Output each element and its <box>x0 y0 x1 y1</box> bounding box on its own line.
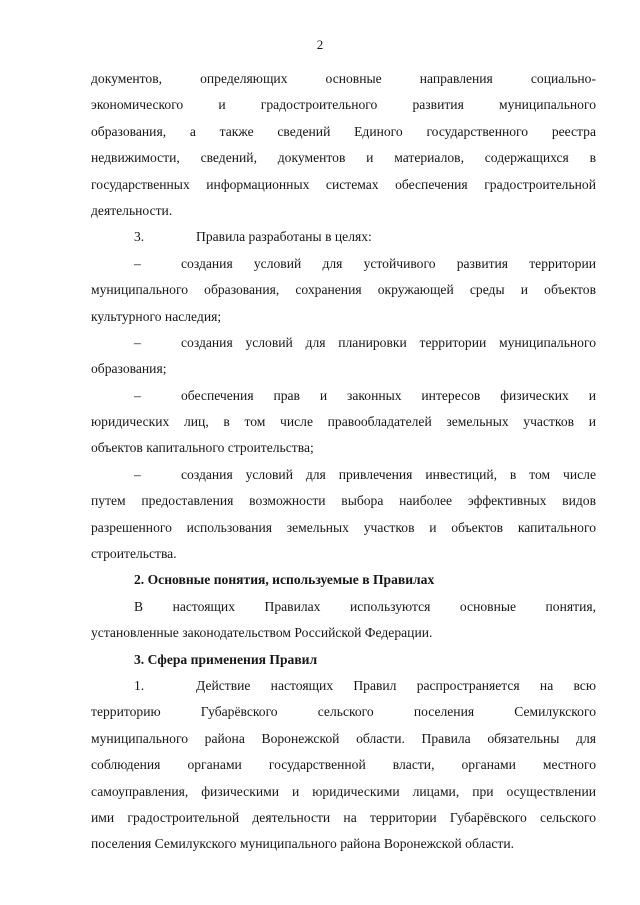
text-line: недвижимости, сведений, документов и материалов, содержащихся в <box>91 150 596 166</box>
text-line: образования, а также сведений Единого государственного реестра <box>91 123 596 139</box>
text-line: ими градостроительной деятельности на территории Губарёвского сельского <box>91 809 596 825</box>
text-line: разрешенного использования земельных участков и объектов капитального <box>91 519 596 535</box>
text-line: культурного наследия; <box>91 308 222 324</box>
section-heading: 2. Основные понятия, используемые в Правилах <box>134 572 435 588</box>
text-line <box>91 673 596 699</box>
text-line <box>91 330 596 356</box>
text-line: деятельности. <box>91 202 173 218</box>
text-line <box>91 383 596 409</box>
text-line: В настоящих Правилах используются основные понятия, <box>134 598 596 614</box>
text-line: путем предоставления возможности выбора наиболее эффективных видов <box>91 493 596 509</box>
text-line: самоуправления, физическими и юридическими лицами, при осуществлении <box>91 783 596 799</box>
dash-marker: – <box>134 387 141 403</box>
bullet-first-line: создания условий для привлечения инвестиций, в том числе <box>181 466 596 482</box>
text-line: установленные законодательством Российской Федерации. <box>91 625 433 641</box>
text-line: государственных информационных системах обеспечения градостроительной <box>91 176 596 192</box>
text-line <box>91 251 596 277</box>
text-line: соблюдения органами государственной власти, органами местного <box>91 757 596 773</box>
intro-paragraph <box>91 66 596 224</box>
bullet-item <box>91 330 596 383</box>
document-body <box>91 66 596 858</box>
text-line: муниципального образования, сохранения окружающей среды и объектов <box>91 282 596 298</box>
section-heading: 3. Сфера применения Правил <box>134 651 318 667</box>
section-3 <box>91 647 596 858</box>
bullet-first-line: обеспечения прав и законных интересов физических и <box>181 387 596 403</box>
page-number: 2 <box>316 37 324 52</box>
bullet-first-line: создания условий для планировки территории муниципального <box>181 334 596 350</box>
item-3-paragraph <box>91 224 596 250</box>
item-number: 1. <box>134 677 145 693</box>
text-line: объектов капитального строительства; <box>91 440 314 456</box>
text-line <box>91 462 596 488</box>
text-line: строительства. <box>91 546 177 562</box>
text-line: территорию Губарёвского сельского поселения Семилукского <box>91 704 596 720</box>
text-line: экономического и градостроительного развития муниципального <box>91 97 596 113</box>
dash-marker: – <box>134 466 141 482</box>
bullet-first-line: создания условий для устойчивого развития территории <box>181 255 596 271</box>
text-line: муниципального района Воронежской области. Правила обязательны для <box>91 730 596 746</box>
bullet-item <box>91 383 596 462</box>
text-line: поселения Семилукского муниципального района Воронежской области. <box>91 836 515 852</box>
text-line <box>91 224 596 250</box>
bullet-item <box>91 462 596 568</box>
text-line: документов, определяющих основные направления социально- <box>91 71 596 86</box>
text-line: образования; <box>91 361 167 377</box>
item-text: Действие настоящих Правил распространяется на всю <box>196 677 596 693</box>
item-text: Правила разработаны в целях: <box>196 229 372 245</box>
dash-marker: – <box>134 334 141 350</box>
bullet-item <box>91 251 596 330</box>
section-2 <box>91 567 596 646</box>
item-number: 3. <box>134 229 145 245</box>
text-line: юридических лиц, в том числе правообладателей земельных участков и <box>91 414 596 430</box>
dash-marker: – <box>134 255 141 271</box>
